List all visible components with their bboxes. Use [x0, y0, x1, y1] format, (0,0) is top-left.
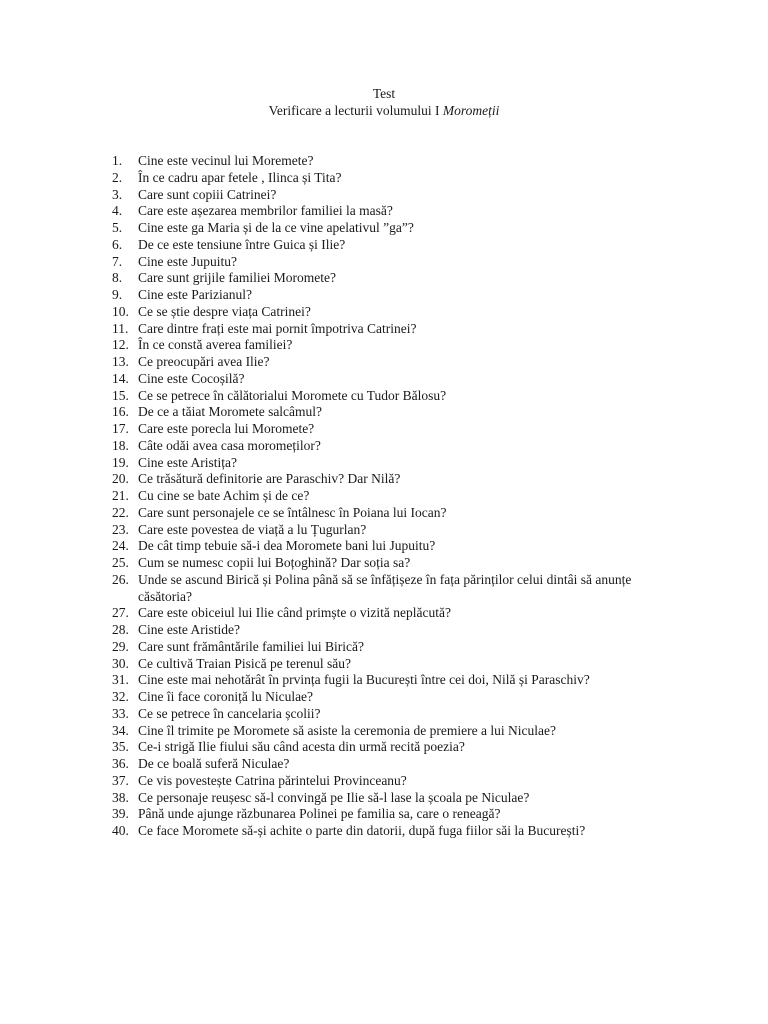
- question-item: [112, 739, 672, 756]
- subtitle-prefix: Verificare a lecturii volumului I: [268, 102, 443, 118]
- question-text: Ce-i strigă Ilie fiului său când acesta din urmă recită poezia?: [138, 739, 465, 755]
- question-item: [112, 505, 672, 522]
- question-item: [112, 237, 672, 254]
- question-text: Ce trăsătură definitorie are Paraschiv? Dar Nilă?: [138, 471, 401, 487]
- question-text: Cine este Parizianul?: [138, 287, 252, 302]
- question-text: De ce boală suferă Niculae?: [138, 756, 290, 771]
- question-item: [112, 438, 672, 455]
- question-item: [112, 187, 672, 204]
- question-number: 5.: [112, 220, 123, 235]
- question-text: De ce a tăiat Moromete salcâmul?: [138, 404, 323, 420]
- question-item: [112, 522, 672, 539]
- question-item: [112, 622, 672, 639]
- question-text: Cine este vecinul lui Moremete?: [138, 153, 314, 168]
- question-number: 15.: [112, 387, 129, 403]
- question-number: 11.: [112, 320, 129, 336]
- question-text: Cine este Jupuitu?: [138, 253, 237, 269]
- question-item: [112, 337, 672, 354]
- question-number: 28.: [112, 622, 129, 637]
- question-item: [112, 388, 672, 405]
- question-number: 23.: [112, 521, 129, 537]
- question-item: [112, 203, 672, 220]
- question-number: 6.: [112, 236, 123, 252]
- question-number: 31.: [112, 672, 129, 688]
- question-text: Ce cultivă Traian Pisică pe terenul său?: [138, 655, 351, 671]
- document-header: [0, 86, 768, 119]
- question-number: 24.: [112, 538, 129, 554]
- question-number: 8.: [112, 270, 123, 286]
- question-item: [112, 153, 672, 170]
- question-number: 19.: [112, 454, 129, 470]
- document-title: Test: [372, 86, 396, 101]
- question-text: În ce constă averea familiei?: [138, 337, 293, 353]
- subtitle-book-title: Moromeții: [442, 102, 500, 118]
- question-item: [112, 756, 672, 773]
- question-number: 7.: [112, 253, 123, 269]
- question-text: Cine este Cocoșilă?: [138, 370, 245, 386]
- question-text: Cine îi face coroniță lu Niculae?: [138, 689, 314, 704]
- question-text: Care este obiceiul lui Ilie când primște o vizită neplăcută?: [138, 605, 451, 621]
- question-text: Cine este ga Maria și de la ce vine apelativul ”ga”?: [138, 220, 414, 235]
- question-number: 26.: [112, 571, 129, 587]
- question-number: 12.: [112, 337, 129, 353]
- question-text: Cu cine se bate Achim și de ce?: [138, 488, 310, 503]
- question-text: Ce se știe despre viața Catrinei?: [138, 303, 311, 319]
- question-text: Ce vis povestește Catrina părintelui Provinceanu?: [138, 772, 407, 788]
- question-text: Ce preocupări avea Ilie?: [138, 354, 270, 369]
- question-number: 17.: [112, 421, 129, 436]
- question-number: 29.: [112, 638, 129, 654]
- question-item: [112, 421, 672, 438]
- question-text: Ce se petrece în cancelaria școlii?: [138, 705, 321, 721]
- question-number: 25.: [112, 555, 129, 570]
- question-item: [112, 538, 672, 555]
- question-item: [112, 806, 672, 823]
- question-list: [112, 153, 672, 840]
- question-number: 14.: [112, 370, 129, 386]
- question-text: Cine este Aristița?: [138, 454, 237, 470]
- question-item: [112, 270, 672, 287]
- question-item: [112, 605, 672, 622]
- question-item: [112, 371, 672, 388]
- question-text: În ce cadru apar fetele , Ilinca și Tita?: [138, 169, 342, 185]
- question-number: 16.: [112, 404, 129, 420]
- question-text: Ce se petrece în călătorialui Moromete cu Tudor Bălosu?: [138, 387, 447, 403]
- question-number: 35.: [112, 739, 129, 755]
- question-number: 30.: [112, 655, 129, 671]
- question-text: Cine este Aristide?: [138, 622, 240, 637]
- question-item: [112, 790, 672, 807]
- question-text: Ce face Moromete să-și achite o parte din datorii, după fuga fiilor săi la București?: [138, 823, 586, 838]
- question-item: [112, 170, 672, 187]
- document-subtitle: [0, 103, 768, 120]
- question-item: [112, 639, 672, 656]
- question-text: Care sunt grijile familiei Moromete?: [138, 270, 336, 286]
- question-item: [112, 572, 672, 606]
- question-text: Care este povestea de viață a lu Țugurlan?: [138, 521, 367, 537]
- question-item: [112, 488, 672, 505]
- question-text: Cine este mai nehotărât în prvința fugii la București între cei doi, Nilă și Paraschiv?: [138, 672, 590, 688]
- question-number: 37.: [112, 772, 129, 788]
- question-item: [112, 321, 672, 338]
- question-text: Care sunt personajele ce se întâlnesc în Poiana lui Iocan?: [138, 504, 447, 520]
- question-number: 9.: [112, 287, 123, 302]
- question-item: [112, 656, 672, 673]
- question-number: 10.: [112, 303, 129, 319]
- question-item: [112, 706, 672, 723]
- question-number: 36.: [112, 756, 129, 771]
- question-item: [112, 555, 672, 572]
- question-text: Care sunt frământările familiei lui Birică?: [138, 638, 365, 654]
- question-number: 2.: [112, 169, 123, 185]
- question-item: [112, 471, 672, 488]
- question-text: De cât timp tebuie să-i dea Moromete bani lui Jupuitu?: [138, 538, 436, 554]
- question-text: Care dintre frați este mai pornit împotriva Catrinei?: [138, 320, 417, 336]
- question-item: [112, 287, 672, 304]
- question-item: [112, 455, 672, 472]
- question-text: Până unde ajunge răzbunarea Polinei pe familia sa, care o reneagă?: [138, 806, 501, 822]
- question-item: [112, 672, 672, 689]
- question-number: 4.: [112, 203, 123, 219]
- question-item: [112, 304, 672, 321]
- question-text: Care este așezarea membrilor familiei la masă?: [138, 203, 393, 219]
- question-item: [112, 354, 672, 371]
- question-number: 22.: [112, 504, 129, 520]
- question-number: 3.: [112, 186, 123, 202]
- question-item: [112, 773, 672, 790]
- question-number: 13.: [112, 354, 129, 369]
- question-item: [112, 823, 672, 840]
- question-number: 40.: [112, 823, 129, 838]
- question-number: 38.: [112, 789, 129, 805]
- question-number: 20.: [112, 471, 129, 487]
- question-text: Câte odăi avea casa moromeților?: [138, 437, 321, 453]
- question-text: Cine îl trimite pe Moromete să asiste la ceremonia de premiere a lui Niculae?: [138, 722, 556, 738]
- question-text: Ce personaje reușesc să-l convingă pe Ilie să-l lase la școala pe Niculae?: [138, 789, 530, 805]
- question-text: Care sunt copiii Catrinei?: [138, 186, 277, 202]
- question-number: 27.: [112, 605, 129, 621]
- question-number: 33.: [112, 705, 129, 721]
- question-number: 21.: [112, 488, 129, 503]
- question-item: [112, 220, 672, 237]
- question-text: De ce este tensiune între Guica și Ilie?: [138, 236, 346, 252]
- question-number: 1.: [112, 153, 123, 168]
- question-text: Care este porecla lui Moromete?: [138, 421, 315, 436]
- question-text: Unde se ascund Birică și Polina până să se înfățișeze în fața părinților celui dintâi să anunțe căsătoria?: [138, 571, 632, 604]
- question-number: 32.: [112, 689, 129, 704]
- question-number: 34.: [112, 722, 129, 738]
- question-item: [112, 723, 672, 740]
- question-item: [112, 689, 672, 706]
- question-item: [112, 254, 672, 271]
- question-number: 39.: [112, 806, 129, 822]
- question-number: 18.: [112, 437, 129, 453]
- question-text: Cum se numesc copii lui Boțoghină? Dar soția sa?: [138, 555, 411, 570]
- question-item: [112, 404, 672, 421]
